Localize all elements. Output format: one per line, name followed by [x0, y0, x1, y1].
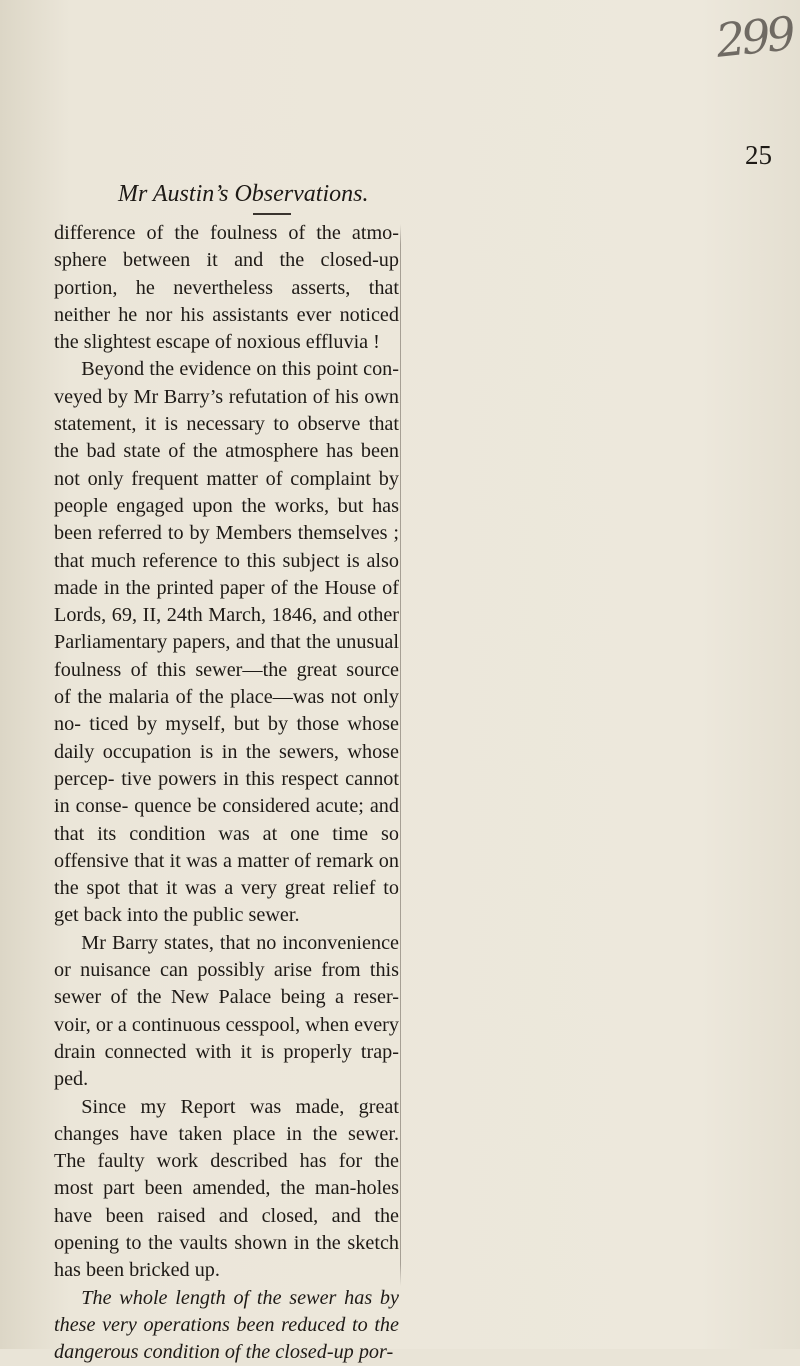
margin-line-divider — [400, 224, 401, 1286]
paragraph: Beyond the evidence on this point con- veyed by Mr Barry’s refutation of his own statement, it is necessary to observe that the bad state of the atmosphere has been not only frequent matter of complaint by people engaged upon the works, but has been referred to by Members themselves ; that much reference to this subject is also made in the printed paper of the House of Lords, 69, II, 24th March, 1846, and other Parliamentary papers, and that the unusual foulness of this sewer—the great source of the malaria of the place—was not only no- ticed by myself, but by those whose daily occupation is in the sewers, whose percep- tive powers in this respect cannot in conse- quence be considered acute; and that its condition was at one time so offensive that it was a matter of remark on the spot that it was a very great relief to get back into the public sewer. — [54, 358, 399, 927]
paragraph: Since my Report was made, great changes have taken place in the sewer. The faulty work described has for the most part been amended, the man-holes have been raised and closed, and the opening to the vaults shown in the sketch has been bricked up. — [54, 1095, 399, 1282]
paragraph: difference of the foulness of the atmo- sphere between it and the closed-up portion, he nevertheless asserts, that neither he nor his assistants ever noticed the slightest escape of noxious effluvia ! — [54, 222, 399, 354]
paragraph: Mr Barry states, that no inconvenience or nuisance can possibly arise from this sewer of the New Palace being a reser- voir, or a continuous cesspool, when every drain connected with it is properly trap- ped. — [54, 931, 399, 1091]
handwritten-page-annotation: 299 — [713, 6, 795, 68]
body-text — [54, 220, 399, 1366]
page-number: 25 — [745, 140, 772, 170]
paragraph-italic: The whole length of the sewer has by these very operations been reduced to the dangerous condition of the closed-up por- — [54, 1286, 399, 1364]
head-rule-divider — [253, 213, 291, 215]
running-head: Mr Austin’s Observations. — [118, 181, 369, 207]
